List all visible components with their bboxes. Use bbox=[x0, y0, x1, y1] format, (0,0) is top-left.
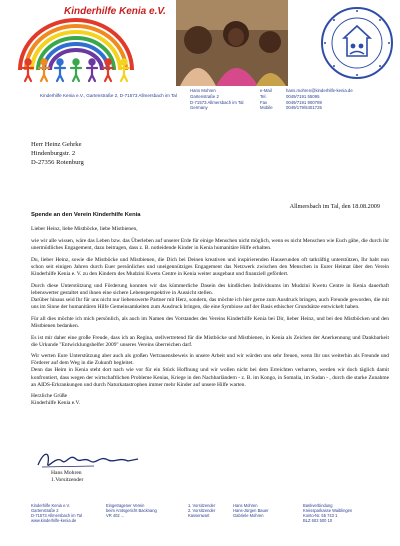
footer-line: Gabriele Mohren bbox=[233, 513, 264, 519]
footer-line: Bankverbindung bbox=[303, 503, 333, 508]
children-photo-icon bbox=[176, 0, 288, 86]
contact-label: Tel. bbox=[260, 93, 267, 99]
recipient-address bbox=[31, 140, 84, 167]
sender-address-line: Kinderhilfe Kenia e.V., Gartenstraße 2, D-71573 Allmersbach im Tal bbox=[40, 93, 177, 98]
recipient-line: Hindenburgstr. 2 bbox=[31, 150, 76, 157]
body-paragraph: Darüber hinaus seid Ihr für uns nicht nur liebenswerte Partner mit Herz, sondern, das möchte ich hier gerne zum Ausdruck bringen, auch Freunde geworden, die mit uns im Sinne der humanitären Hilfe Gemeinsamkeiten zum Ausdruck bringen, die eine Symbiose auf der Basis ethischer Grundsätze entwickelt haben. bbox=[31, 296, 389, 311]
footer-column-roles bbox=[188, 503, 215, 518]
footer-column-registry bbox=[106, 503, 157, 518]
body-paragraph: Es ist mir daher eine große Freude, dass ich an Regina, stellvertretend für die Mistböcke und Mistbienen, in Kenia als Zeichen der Anerkennung und Dankbarkeit die Urkunde "Entwicklungshelfer 2009" unseres Vereins überreichen darf. bbox=[31, 334, 389, 348]
closing-org: Kinderhilfe Kenia e.V. bbox=[31, 400, 81, 407]
footer-column-names bbox=[233, 503, 269, 518]
letter-subject: Spende an den Verein Kinderhilfe Kenia bbox=[31, 212, 141, 218]
contact-label: Mobile bbox=[260, 105, 273, 111]
email-link[interactable]: hans.mohren@kinderhilfe-kenia.de bbox=[286, 88, 353, 93]
footer-column-org bbox=[31, 503, 82, 523]
footer-website-link[interactable]: www.kinderhilfe-kenia.de bbox=[31, 518, 77, 524]
footer-line: Gartenstraße 2 bbox=[31, 508, 59, 514]
body-paragraph: Du, lieber Heinz, sowie die Mistböcke und Mistbienen, die Dich bei Deinen kreativen und inspirierenden Hauserunden oft tatkräftig unterstützen, Ihr habt nun schon seit einigen Jahren durch Euer persönliches und uneigennütziges Engagement das Netzwerk zwischen den Menschen in Eurer Heimat über den Verein Kinderhilfe Kenia e. V. zu den Kindern des Mudzini Kwetu Centre in Kenia weiter ausgebaut und finanziell gefördert. bbox=[31, 256, 389, 278]
body-paragraph: wie wir alle wissen, wäre das Leben bzw. das Überleben auf unserer Erde für einige Menschen nicht möglich, wenn es nicht Menschen wie Euch gäbe, die durch ihr unermüdliches Engagement, dazu beitragen, dass z. B. notleidende Kinder in Kenia humanitäre Hilfe erhalten. bbox=[31, 238, 389, 252]
contact-line: Hans Mohren bbox=[190, 88, 216, 93]
body-paragraph: Wir werten Eure Unterstützung aber auch als großen Vertrauensbeweis in unsere Arbeit und wir würden uns sehr freuen, wenn Ihr uns weiterhin als Freunde und Förderer auf dem Weg in die Zukunft begleitet. bbox=[31, 353, 389, 367]
footer-line: 2. Vorsitzender bbox=[188, 508, 216, 514]
contact-label: Fax bbox=[260, 99, 268, 105]
letter-body bbox=[31, 226, 389, 408]
footer-line: Hans Mohren bbox=[233, 503, 258, 508]
fax-number: 0049/7191 900789 bbox=[286, 99, 322, 105]
footer-line: Eingetragener Verein bbox=[106, 503, 145, 508]
contact-block-address bbox=[190, 88, 243, 111]
footer-line: VR 402 ... bbox=[106, 513, 125, 519]
footer-column-bank bbox=[303, 503, 352, 523]
contact-block-values bbox=[286, 88, 353, 111]
body-paragraph: Für all dies möchte ich mich persönlich, als auch im Namen des Vorstandes des Vereins Kinderhilfe Kenia bei Dir, lieber Heinz, und bei den Mistböcken und den Mistbienen bedanken. bbox=[31, 315, 389, 329]
salutation: Lieber Heinz, liebe Mistböcke, liebe Mistbienen, bbox=[31, 226, 138, 232]
phone-number: 0049/7191 55095 bbox=[286, 93, 320, 99]
footer-line: Hans-Jürgen Bauer bbox=[233, 508, 269, 514]
signer-name: Hans Mohren bbox=[51, 470, 82, 476]
letter-footer bbox=[0, 503, 400, 527]
organization-logo bbox=[6, 4, 174, 84]
footer-line: beim Amtsgericht Backnang bbox=[106, 508, 157, 514]
footer-line: D-71573 Allmersbach im Tal bbox=[31, 513, 82, 519]
signer-block bbox=[51, 470, 83, 484]
header-photo-children bbox=[176, 0, 288, 86]
contact-line: Germany bbox=[190, 105, 208, 111]
footer-line: BLZ 602 500 10 bbox=[303, 518, 333, 524]
rainbow-children-logo-icon bbox=[6, 14, 174, 84]
contact-line: D-71573 Allmersbach im Tal bbox=[190, 99, 244, 105]
body-paragraph: Durch diese Unterstützung und Förderung konnten wir das kümmerliche Dasein des kindlichen Individuums im Mudzini Kwetu Centre in Kenia dauerhaft lebenswerter gestaltet und ihnen eine sichere Lebensperspektive in Aussicht stellen. bbox=[31, 282, 389, 296]
letter-date: Allmersbach im Tal, den 18.08.2009 bbox=[289, 203, 380, 210]
mobile-number: 0049/179/5401725 bbox=[286, 105, 322, 111]
closing: Herzliche Grüße bbox=[31, 393, 68, 400]
signer-title: 1.Vorsitzender bbox=[51, 477, 84, 483]
body-paragraph: Denn das Heim in Kenia steht dort nach wie vor für ein Stück Hoffnung und wir wollen nicht bei dem Erreichten verharren, werden wir doch täglich damit konfrontiert, dass wegen der wirtschaftlichen Probleme Kenias, Kriege in den Nachbarländern - z. B. im Kongo, in Somalia, im Sudan - , durch die starke Zunahme an AIDS-Erkrankungen und durch Naturkatastrophen immer mehr Kinder auf unsere Hilfe warten. bbox=[31, 367, 389, 388]
logo-title: Kinderhilfe Kenia e.V. bbox=[64, 6, 166, 17]
recipient-line: Herr Heinz Gehrke bbox=[31, 141, 82, 148]
footer-line: Konto-Nr. 55 743 1 bbox=[303, 513, 338, 519]
recipient-line: D-27356 Rotenburg bbox=[31, 159, 84, 166]
contact-line: Gartenstraße 2 bbox=[190, 93, 219, 99]
footer-line: 1. Vorsitzender bbox=[188, 503, 216, 508]
footer-line: Kinderhilfe Kenia e.V. bbox=[31, 503, 70, 508]
footer-line: Kreissparkasse Waiblingen bbox=[303, 508, 353, 514]
contact-label: e-Mail bbox=[260, 88, 272, 93]
contact-block-labels bbox=[260, 88, 273, 111]
footer-line: Kassenwart bbox=[188, 513, 210, 519]
association-seal-icon bbox=[320, 6, 394, 80]
